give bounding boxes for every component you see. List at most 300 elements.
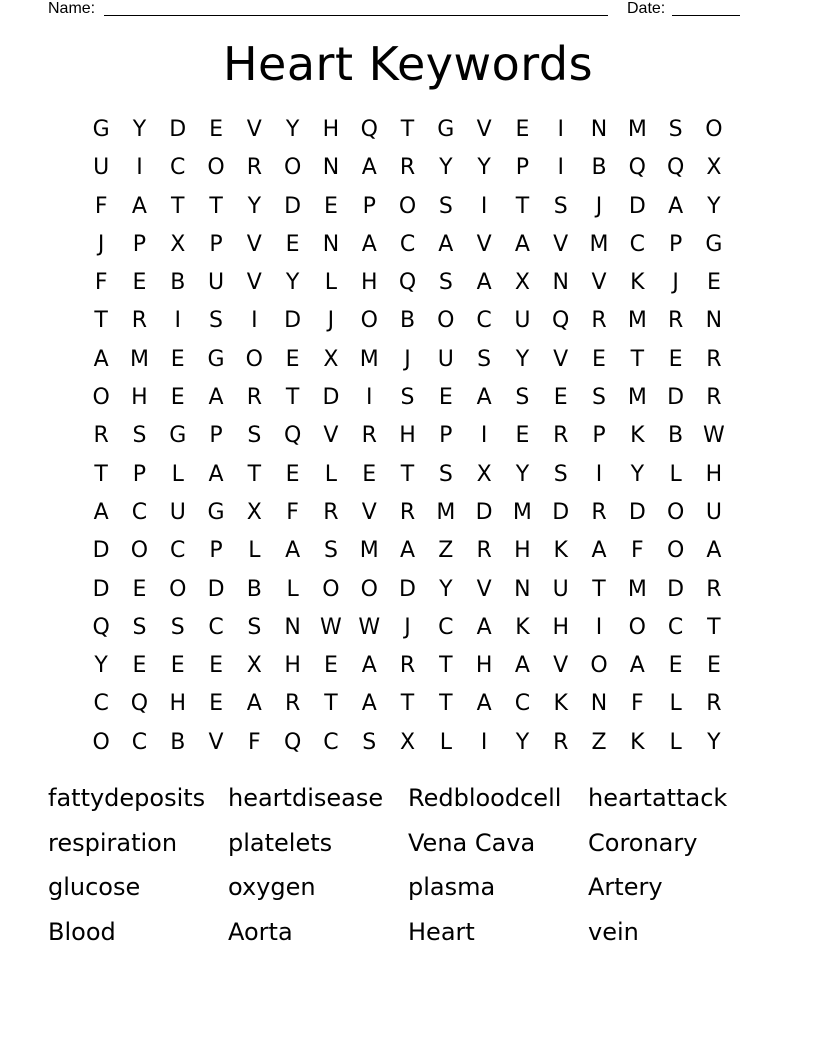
grid-letter: T (209, 193, 223, 219)
grid-letter: P (209, 231, 223, 257)
grid-letter: R (476, 538, 492, 564)
grid-letter: C (208, 614, 224, 640)
grid-letter: I (557, 117, 564, 142)
grid-letter: A (399, 538, 416, 564)
grid-letter: R (706, 346, 722, 372)
word-list-item: oxygen (228, 873, 316, 901)
grid-letter: Y (132, 117, 147, 142)
grid-letter: V (246, 270, 262, 296)
grid-letter: T (400, 691, 415, 717)
grid-letter: S (438, 193, 453, 219)
grid-letter: A (476, 385, 492, 411)
grid-letter: E (285, 461, 300, 487)
header (48, 0, 748, 20)
grid-letter: L (248, 538, 261, 564)
grid-letter: V (591, 270, 607, 296)
grid-letter: G (207, 346, 225, 372)
grid-letter: I (174, 308, 181, 334)
grid-letter: R (399, 155, 416, 181)
grid-letter: X (476, 461, 492, 487)
grid-letter: D (284, 308, 302, 334)
word-list-item: heartattack (588, 784, 728, 812)
grid-letter: O (130, 538, 149, 564)
grid-letter: J (404, 346, 411, 372)
word-list-item: Artery (588, 873, 663, 901)
grid-letter: Y (285, 117, 300, 142)
grid-row (82, 264, 734, 302)
grid-row (82, 302, 734, 340)
grid-letter: L (171, 461, 184, 487)
grid-letter: E (323, 193, 338, 219)
grid-letter: H (552, 614, 569, 640)
grid-letter: R (591, 499, 607, 525)
word-list-item: Blood (48, 917, 116, 946)
grid-letter: Y (707, 729, 721, 755)
grid-letter: E (285, 346, 300, 372)
grid-letter: L (669, 691, 682, 717)
grid-letter: A (514, 231, 530, 257)
grid-letter: T (285, 385, 300, 411)
grid-letter: R (553, 729, 569, 755)
grid-row (82, 111, 734, 149)
grid-letter: D (667, 385, 685, 411)
grid-letter: V (553, 653, 569, 679)
grid-letter: R (706, 691, 722, 717)
grid-row (82, 532, 734, 570)
word-list-item: vein (588, 917, 639, 946)
grid-letter: H (705, 461, 723, 487)
grid-letter: C (323, 729, 339, 755)
grid-letter: D (552, 499, 570, 525)
grid-letter: C (170, 538, 186, 564)
grid-letter: Y (439, 576, 453, 602)
grid-letter: V (323, 423, 339, 449)
grid-letter: L (439, 729, 452, 755)
word-list-item: fattydeposits (48, 784, 206, 812)
grid-letter: F (248, 729, 261, 755)
grid-letter: S (515, 385, 530, 411)
grid-letter: S (438, 461, 453, 487)
grid-letter: V (246, 117, 262, 142)
grid-letter: M (359, 538, 379, 564)
grid-letter: P (209, 423, 223, 449)
grid-letter: E (438, 385, 453, 411)
grid-letter: G (169, 423, 187, 449)
grid-letter: S (209, 308, 224, 334)
grid-letter: M (359, 346, 379, 372)
grid-letter: T (400, 461, 415, 487)
grid-letter: E (132, 270, 147, 296)
grid-letter: R (284, 691, 301, 717)
grid-letter: V (476, 117, 492, 142)
grid-letter: H (322, 117, 340, 142)
grid-letter: D (92, 538, 110, 564)
grid-letter: I (365, 385, 373, 411)
grid-letter: R (667, 308, 684, 334)
grid-letter: O (169, 576, 187, 602)
grid-letter: U (93, 155, 110, 181)
grid-letter: J (595, 193, 603, 219)
grid-letter: F (630, 538, 644, 564)
grid-letter: X (706, 155, 722, 181)
grid-letter: T (94, 308, 108, 334)
grid-letter: Y (515, 729, 530, 755)
grid-letter: A (514, 653, 530, 679)
grid-letter: S (400, 385, 415, 411)
grid-letter: D (667, 576, 685, 602)
grid-letter: R (131, 308, 148, 334)
grid-letter: D (207, 576, 225, 602)
grid-letter: T (630, 346, 645, 372)
grid-letter: A (93, 499, 109, 525)
grid-letter: X (246, 499, 262, 525)
grid-letter: W (703, 423, 725, 449)
grid-letter: O (92, 729, 110, 755)
grid-letter: X (246, 653, 262, 679)
grid-letter: N (322, 155, 340, 181)
grid-letter: W (320, 614, 342, 640)
grid-letter: O (437, 308, 455, 334)
grid-letter: V (476, 576, 492, 602)
grid-letter: D (169, 117, 187, 142)
grid-letter: A (476, 270, 492, 296)
grid-letter: A (93, 346, 109, 372)
grid-letter: D (628, 499, 646, 525)
grid-letter: V (553, 346, 569, 372)
grid-letter: Q (398, 270, 417, 296)
grid-letter: H (169, 691, 187, 717)
grid-letter: M (436, 499, 456, 525)
grid-row (82, 341, 734, 379)
grid-letter: P (592, 423, 606, 449)
grid-letter: R (399, 653, 416, 679)
grid-letter: Y (707, 193, 721, 219)
grid-letter: N (590, 691, 608, 717)
word-list-item: Coronary (588, 828, 698, 857)
grid-letter: C (131, 499, 148, 525)
grid-letter: Y (439, 155, 453, 181)
grid-letter: F (94, 270, 108, 296)
grid-letter: Q (130, 691, 149, 717)
grid-letter: K (630, 423, 645, 449)
grid-row (82, 724, 734, 762)
grid-letter: R (399, 499, 416, 525)
grid-letter: H (475, 653, 493, 679)
grid-letter: A (208, 461, 224, 487)
word-list-item: platelets (228, 828, 333, 857)
grid-row (82, 379, 734, 417)
grid-letter: F (286, 499, 299, 525)
grid-letter: T (592, 576, 606, 602)
grid-letter: E (170, 385, 185, 411)
grid-letter: Q (360, 117, 378, 142)
grid-letter: X (323, 346, 339, 372)
grid-letter: A (208, 385, 224, 411)
word-list (48, 778, 788, 956)
grid-letter: O (322, 576, 340, 602)
grid-letter: J (327, 308, 335, 334)
grid-letter: Z (438, 538, 454, 564)
name-label: Name: (48, 0, 96, 17)
grid-letter: V (361, 499, 377, 525)
grid-letter: Q (552, 308, 570, 334)
grid-letter: E (209, 691, 223, 717)
page-title: Heart Keywords (222, 37, 594, 91)
grid-letter: B (170, 270, 186, 296)
grid-letter: N (705, 308, 723, 334)
grid-letter: O (245, 346, 263, 372)
grid-letter: D (628, 193, 646, 219)
grid-row (82, 188, 734, 226)
grid-row (82, 149, 734, 187)
grid-letter: C (438, 614, 454, 640)
grid-letter: E (668, 653, 683, 679)
grid-letter: C (514, 691, 531, 717)
grid-letter: A (361, 691, 377, 717)
grid-letter: N (322, 231, 340, 257)
grid-letter: B (246, 576, 262, 602)
grid-letter: G (92, 117, 110, 142)
grid-letter: N (514, 576, 531, 602)
grid-letter: K (515, 614, 530, 640)
grid-letter: R (591, 308, 607, 334)
grid-letter: K (553, 691, 568, 717)
grid-letter: I (595, 614, 603, 640)
grid-letter: S (668, 117, 683, 142)
grid-letter: H (514, 538, 531, 564)
grid-letter: A (361, 231, 377, 257)
grid-letter: Y (515, 461, 530, 487)
grid-letter: O (398, 193, 417, 219)
grid-letter: C (131, 729, 148, 755)
grid-letter: I (595, 461, 603, 487)
grid-letter: C (93, 691, 109, 717)
grid-letter: E (209, 117, 223, 142)
grid-letter: B (668, 423, 684, 449)
grid-letter: E (323, 653, 338, 679)
grid-letter: V (553, 231, 569, 257)
grid-letter: L (669, 461, 682, 487)
grid-letter: D (284, 193, 302, 219)
date-blank-line (672, 15, 740, 16)
grid-letter: R (323, 499, 339, 525)
grid-letter: E (515, 117, 530, 142)
grid-letter: T (171, 193, 185, 219)
grid-letter: S (247, 423, 262, 449)
grid-letter: M (627, 576, 647, 602)
grid-letter: E (170, 653, 185, 679)
grid-letter: M (512, 499, 532, 525)
grid-row (82, 226, 734, 264)
grid-letter: U (169, 499, 186, 525)
grid-letter: Y (630, 461, 645, 487)
grid-letter: O (207, 155, 225, 181)
grid-letter: A (476, 691, 492, 717)
grid-letter: S (592, 385, 606, 411)
grid-letter: C (667, 614, 684, 640)
grid-letter: Y (285, 270, 300, 296)
grid-letter: U (514, 308, 531, 334)
grid-letter: G (705, 231, 723, 257)
grid-letter: E (592, 346, 606, 372)
grid-letter: A (629, 653, 645, 679)
grid-letter: X (399, 729, 416, 755)
grid-letter: J (404, 614, 411, 640)
grid-row (82, 456, 734, 494)
grid-letter: M (627, 117, 647, 142)
grid-letter: E (706, 653, 721, 679)
grid-letter: V (246, 231, 262, 257)
grid-letter: E (285, 231, 300, 257)
word-list-item: Heart (408, 917, 475, 946)
grid-letter: P (132, 231, 147, 257)
grid-letter: S (477, 346, 492, 372)
grid-letter: T (707, 614, 721, 640)
grid-letter: L (324, 270, 338, 296)
grid-letter: D (92, 576, 110, 602)
grid-letter: S (323, 538, 338, 564)
grid-letter: A (668, 193, 684, 219)
grid-letter: A (591, 538, 607, 564)
grid-letter: S (132, 614, 147, 640)
grid-letter: I (251, 308, 258, 334)
grid-letter: R (553, 423, 569, 449)
grid-letter: C (399, 231, 416, 257)
grid-row (82, 685, 734, 723)
grid-letter: O (360, 308, 378, 334)
grid-letter: R (361, 423, 377, 449)
grid-letter: O (628, 614, 646, 640)
grid-letter: E (132, 653, 147, 679)
grid-letter: C (476, 308, 492, 334)
word-list-item: Aorta (228, 917, 293, 946)
grid-letter: P (209, 538, 223, 564)
grid-letter: Q (666, 155, 685, 181)
grid-letter: N (284, 614, 301, 640)
grid-letter: V (476, 231, 492, 257)
grid-letter: Y (515, 346, 530, 372)
grid-letter: I (480, 193, 488, 219)
word-search-grid (82, 111, 734, 762)
grid-letter: E (209, 653, 223, 679)
grid-letter: Q (283, 423, 302, 449)
grid-letter: P (668, 231, 683, 257)
grid-letter: E (706, 270, 721, 296)
grid-letter: Y (247, 193, 262, 219)
grid-letter: R (706, 385, 722, 411)
grid-row (82, 647, 734, 685)
grid-letter: D (399, 576, 416, 602)
grid-letter: Q (92, 614, 110, 640)
grid-letter: O (666, 538, 685, 564)
grid-letter: Q (628, 155, 646, 181)
grid-letter: O (283, 155, 302, 181)
grid-letter: D (322, 385, 340, 411)
grid-letter: Y (94, 653, 108, 679)
grid-letter: O (92, 385, 110, 411)
grid-letter: S (553, 461, 568, 487)
grid-letter: E (668, 346, 683, 372)
grid-letter: O (590, 653, 608, 679)
grid-letter: J (672, 270, 679, 296)
grid-letter: D (475, 499, 493, 525)
grid-letter: I (480, 729, 488, 755)
word-list-item: glucose (48, 873, 141, 901)
grid-letter: T (439, 691, 453, 717)
grid-letter: V (208, 729, 224, 755)
word-list-item: Vena Cava (408, 828, 536, 857)
grid-letter: J (97, 231, 105, 257)
grid-letter: S (247, 614, 262, 640)
grid-letter: Q (283, 729, 302, 755)
grid-letter: R (246, 155, 262, 181)
grid-letter: F (630, 691, 644, 717)
grid-letter: N (552, 270, 569, 296)
grid-letter: T (439, 653, 453, 679)
grid-letter: S (132, 423, 147, 449)
grid-letter: M (589, 231, 609, 257)
grid-letter: P (515, 155, 530, 181)
date-label: Date: (627, 0, 666, 17)
grid-letter: T (247, 461, 262, 487)
grid-letter: F (94, 193, 108, 219)
grid-letter: E (553, 385, 568, 411)
grid-letter: K (630, 729, 645, 755)
grid-letter: S (553, 193, 568, 219)
grid-row (82, 571, 734, 609)
grid-letter: C (170, 155, 186, 181)
grid-letter: P (132, 461, 147, 487)
grid-letter: R (246, 385, 262, 411)
word-list-item: heartdisease (228, 784, 384, 812)
word-list-item: Redbloodcell (408, 784, 562, 812)
grid-letter: Z (591, 729, 607, 755)
grid-letter: X (170, 231, 186, 257)
word-list-item: plasma (408, 873, 496, 901)
grid-row (82, 494, 734, 532)
grid-letter: O (705, 117, 723, 142)
name-blank-line (104, 15, 608, 16)
grid-letter: T (94, 461, 108, 487)
grid-letter: P (439, 423, 453, 449)
grid-letter: A (706, 538, 722, 564)
grid-letter: S (362, 729, 377, 755)
grid-letter: O (360, 576, 378, 602)
grid-letter: U (552, 576, 569, 602)
grid-letter: Y (477, 155, 491, 181)
grid-letter: I (557, 155, 564, 181)
word-list-item: respiration (48, 828, 178, 857)
grid-letter: H (360, 270, 378, 296)
grid-letter: M (627, 308, 647, 334)
grid-letter: X (514, 270, 530, 296)
grid-letter: H (131, 385, 148, 411)
grid-letter: A (361, 155, 377, 181)
grid-letter: B (170, 729, 186, 755)
grid-letter: M (129, 346, 149, 372)
grid-letter: T (400, 117, 415, 142)
grid-letter: L (669, 729, 682, 755)
grid-letter: K (630, 270, 645, 296)
grid-letter: T (324, 691, 338, 717)
grid-letter: A (131, 193, 147, 219)
grid-letter: E (515, 423, 530, 449)
grid-letter: K (553, 538, 568, 564)
grid-letter: A (361, 653, 377, 679)
grid-row (82, 609, 734, 647)
grid-letter: U (437, 346, 454, 372)
grid-letter: H (284, 653, 301, 679)
